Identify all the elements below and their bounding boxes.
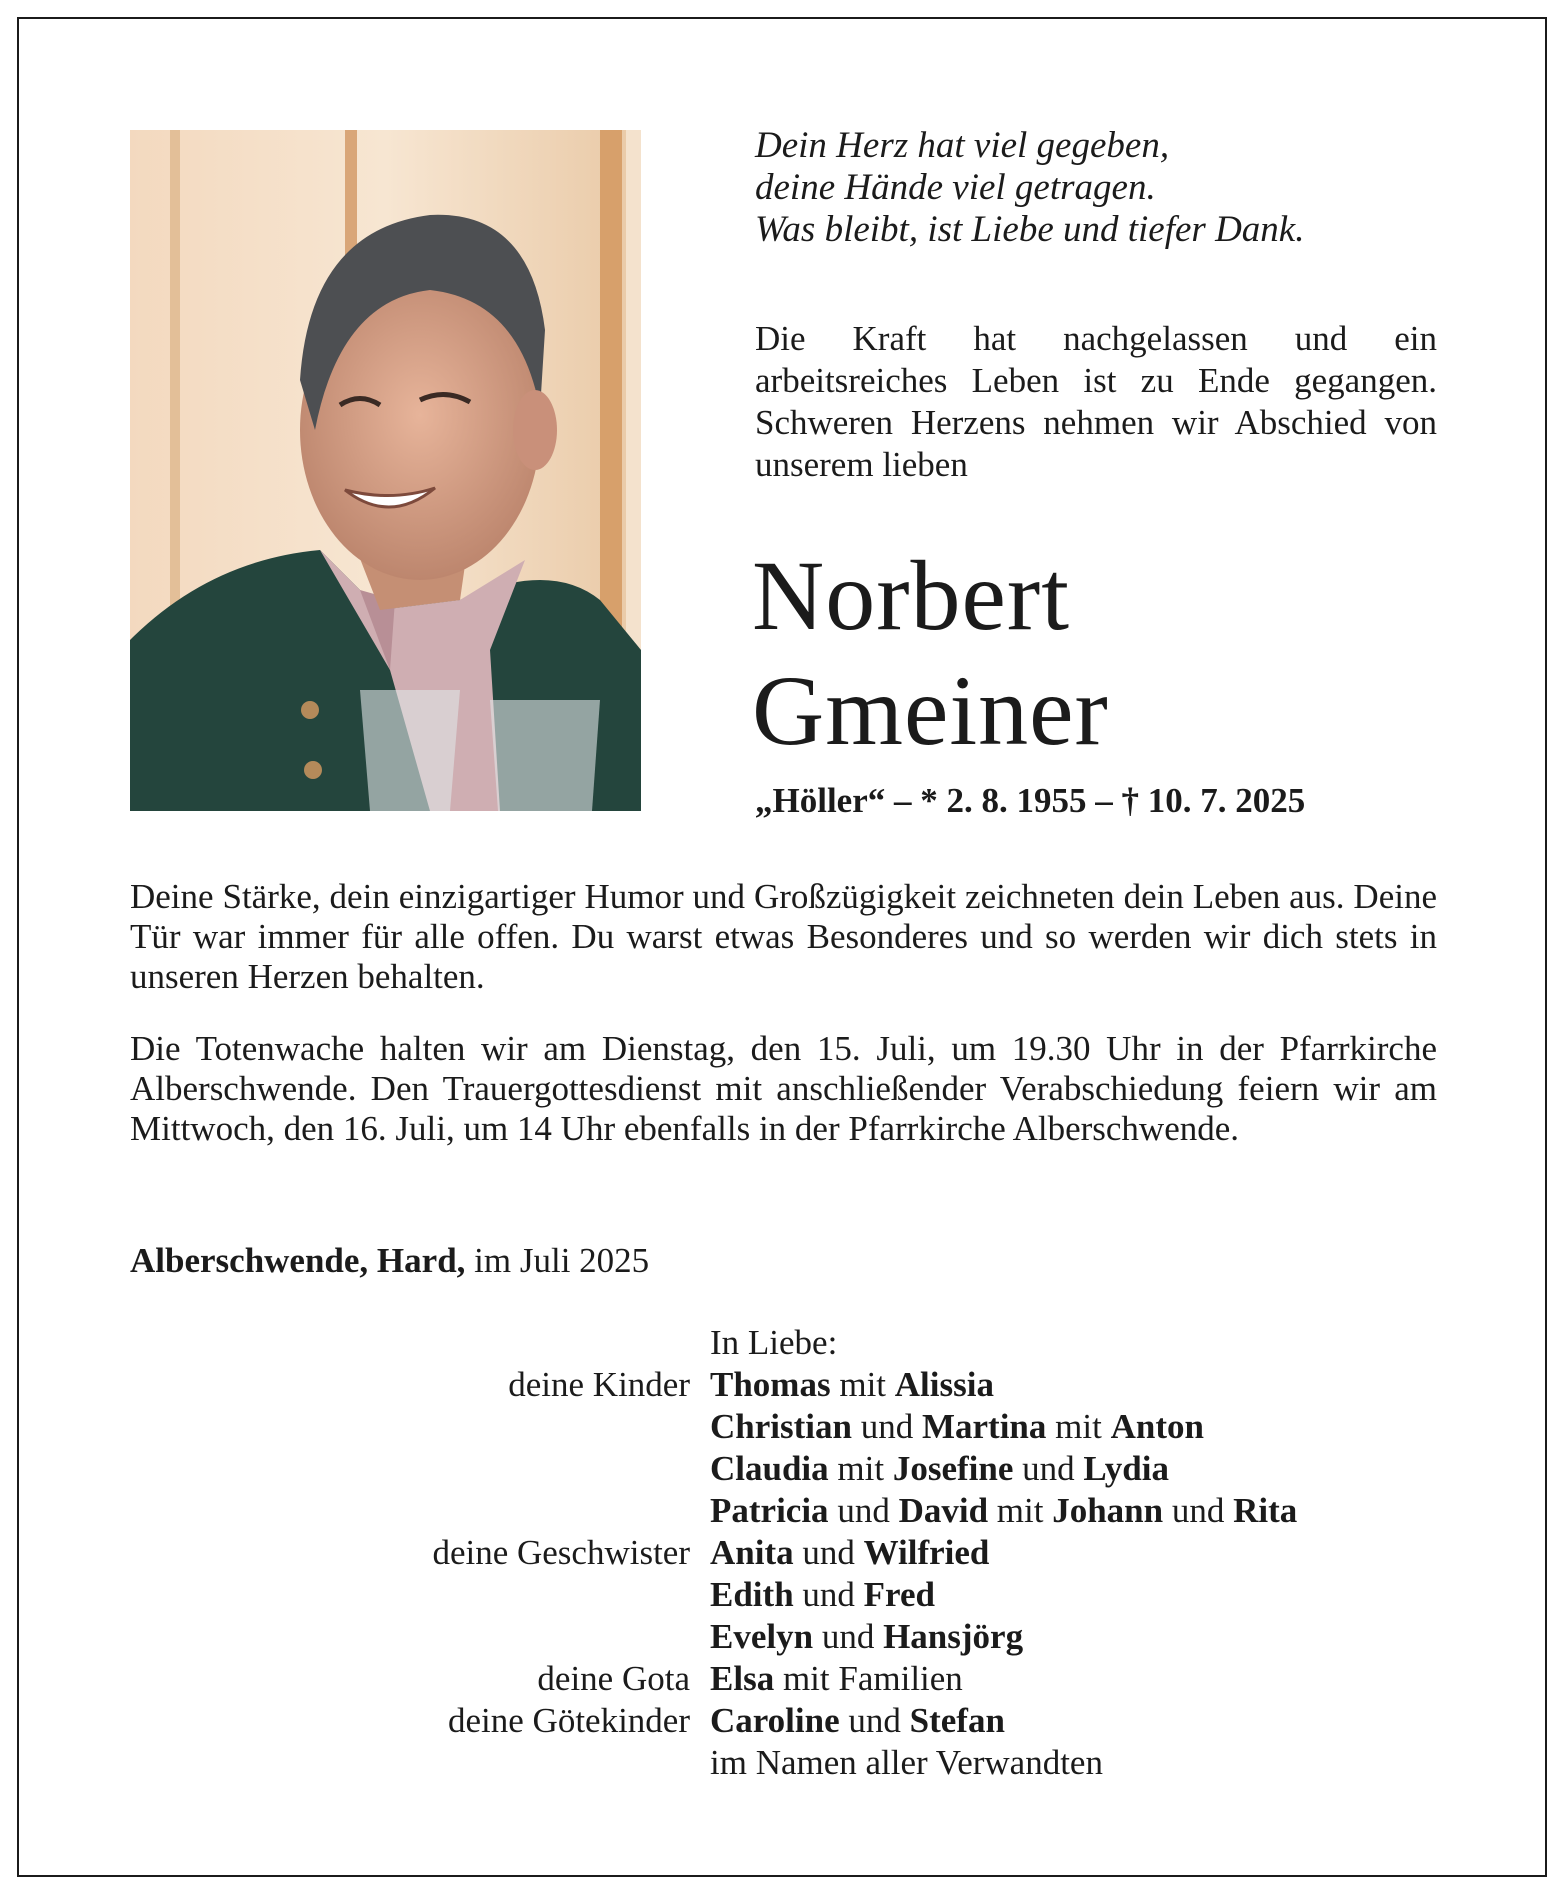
mourner-name: Wilfried xyxy=(863,1533,990,1572)
motto-line: Was bleibt, ist Liebe und tiefer Dank. xyxy=(755,209,1305,250)
mourner-name: Fred xyxy=(863,1575,935,1614)
deceased-name xyxy=(752,538,1109,768)
mourner-names xyxy=(710,1364,1437,1406)
mourner-names xyxy=(710,1490,1437,1532)
connector-text: und xyxy=(1163,1491,1234,1530)
mourner-row xyxy=(130,1532,1437,1574)
connector-text: mit xyxy=(830,1365,895,1404)
mourners-header-row xyxy=(130,1322,1437,1364)
relation-label xyxy=(130,1742,710,1784)
mourner-row xyxy=(130,1448,1437,1490)
connector-text: und xyxy=(793,1575,864,1614)
portrait-photo xyxy=(130,130,641,811)
mourner-name: Lydia xyxy=(1083,1449,1169,1488)
mourner-row xyxy=(130,1742,1437,1784)
connector-text: mit xyxy=(1046,1407,1111,1446)
relation-label xyxy=(130,1448,710,1490)
connector-text: und xyxy=(813,1617,884,1656)
tribute-paragraph: Deine Stärke, dein einzigartiger Humor und Großzügigkeit zeichneten dein Leben aus. Deine Tür war immer für alle offen. Du warst etwas Besonderes und so werden wir dich stets in unseren Herzen behalten. xyxy=(130,877,1437,996)
relation-label: deine Kinder xyxy=(508,1365,690,1404)
connector-text: mit Familien xyxy=(774,1659,963,1698)
mourner-names xyxy=(710,1700,1437,1742)
mourner-name: Patricia xyxy=(710,1491,829,1530)
mourner-name: Anton xyxy=(1110,1407,1204,1446)
relation-label: deine Götekinder xyxy=(448,1701,690,1740)
mourner-name: Christian xyxy=(710,1407,852,1446)
mourner-name: Rita xyxy=(1233,1491,1298,1530)
mourner-name: Anita xyxy=(710,1533,794,1572)
last-name: Gmeiner xyxy=(752,655,1109,766)
connector-text: und xyxy=(839,1701,910,1740)
mourner-row xyxy=(130,1364,1437,1406)
mourner-row xyxy=(130,1406,1437,1448)
mourner-name: Johann xyxy=(1052,1491,1164,1530)
mourner-name: Caroline xyxy=(710,1701,840,1740)
mourner-names xyxy=(710,1448,1437,1490)
mourners-list xyxy=(130,1322,1437,1784)
mourner-name: David xyxy=(898,1491,989,1530)
connector-text: und xyxy=(793,1533,864,1572)
mourner-row xyxy=(130,1700,1437,1742)
mourner-name: Edith xyxy=(710,1575,794,1614)
mourner-names xyxy=(710,1532,1437,1574)
connector-text: mit xyxy=(828,1449,893,1488)
relation-label xyxy=(130,1574,710,1616)
place-date: im Juli 2025 xyxy=(465,1241,650,1280)
mourner-name: Elsa xyxy=(710,1659,775,1698)
place-locations: Alberschwende, Hard, xyxy=(130,1241,466,1280)
motto-line: Dein Herz hat viel gegeben, xyxy=(755,125,1170,166)
mourner-name: Hansjörg xyxy=(883,1617,1024,1656)
mourner-row xyxy=(130,1490,1437,1532)
relation-label xyxy=(130,1616,710,1658)
mourner-names xyxy=(710,1742,1437,1784)
mourner-names xyxy=(710,1574,1437,1616)
connector-text: und xyxy=(828,1491,899,1530)
service-paragraph: Die Totenwache halten wir am Dienstag, den 15. Juli, um 19.30 Uhr in der Pfarrkirche Alberschwende. Den Trauergottesdienst mit anschließender Verabschiedung feiern wir am Mittwoch, den 16. Juli, um 14 Uhr ebenfalls in der Pfarrkirche Alberschwende. xyxy=(130,1029,1437,1148)
mourner-row xyxy=(130,1658,1437,1700)
relation-label: deine Geschwister xyxy=(432,1533,690,1572)
relation-label xyxy=(130,1490,710,1532)
mourner-name: Thomas xyxy=(710,1365,831,1404)
motto-line: deine Hände viel getragen. xyxy=(755,167,1156,208)
relation-label xyxy=(130,1406,710,1448)
mourner-names xyxy=(710,1406,1437,1448)
motto-verse xyxy=(755,125,1455,251)
mourner-name: Stefan xyxy=(909,1701,1005,1740)
connector-text: und xyxy=(851,1407,922,1446)
mourners-header: In Liebe: xyxy=(710,1323,838,1362)
intro-paragraph: Die Kraft hat nachgelassen und ein arbeitsreiches Leben ist zu Ende gegangen. Schweren Herzens nehmen wir Abschied von unserem lieben xyxy=(755,319,1437,484)
relation-label: deine Gota xyxy=(537,1659,690,1698)
mourner-name: Josefine xyxy=(892,1449,1014,1488)
mourner-name: Claudia xyxy=(710,1449,829,1488)
life-dates: „Höller“ – * 2. 8. 1955 – † 10. 7. 2025 xyxy=(755,781,1306,820)
mourner-name: Evelyn xyxy=(710,1617,814,1656)
connector-text: im Namen aller Verwandten xyxy=(710,1743,1103,1782)
connector-text: und xyxy=(1013,1449,1084,1488)
mourner-names xyxy=(710,1616,1437,1658)
mourner-row xyxy=(130,1616,1437,1658)
place-date-line xyxy=(130,1240,649,1282)
connector-text: mit xyxy=(988,1491,1053,1530)
mourner-names xyxy=(710,1658,1437,1700)
first-name: Norbert xyxy=(752,540,1070,651)
mourner-name: Martina xyxy=(921,1407,1047,1446)
mourner-name: Alissia xyxy=(894,1365,994,1404)
mourner-row xyxy=(130,1574,1437,1616)
